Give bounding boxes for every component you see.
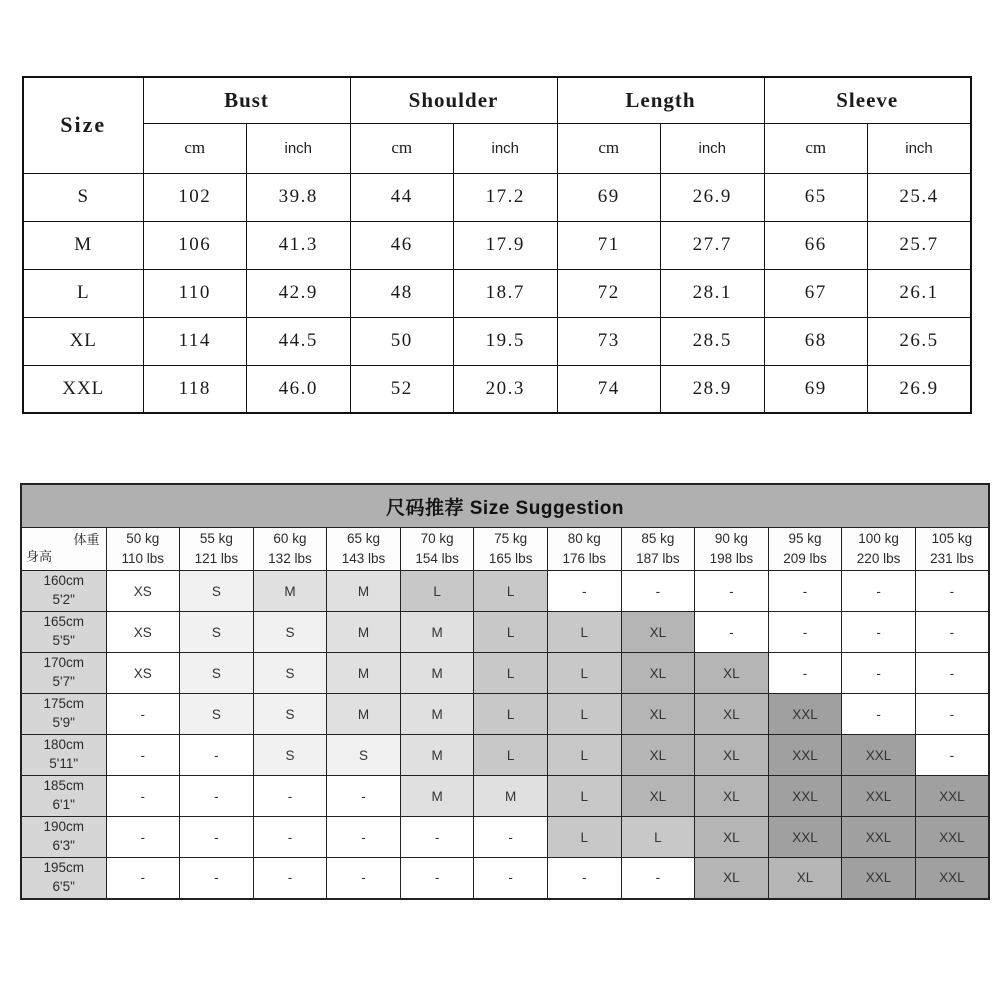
weight-lbs-label: 132 lbs	[268, 551, 312, 566]
size-suggestion-cell: XXL	[768, 776, 842, 817]
weight-lbs-label: 198 lbs	[709, 551, 754, 566]
size-suggestion-cell: XL	[695, 694, 769, 735]
size-label: M	[23, 221, 143, 269]
size-suggestion-cell: -	[106, 694, 180, 735]
height-ft-label: 5'11"	[49, 756, 79, 771]
size-suggestion-cell: L	[474, 653, 548, 694]
weight-kg-label: 50 kg	[126, 531, 160, 547]
size-suggestion-cell: -	[547, 858, 621, 899]
size-suggestion-cell: -	[106, 817, 180, 858]
size-suggestion-cell: -	[253, 817, 327, 858]
weight-kg-label: 75 kg	[494, 531, 528, 547]
measurement-value: 18.7	[454, 269, 558, 317]
height-row-header	[21, 694, 106, 735]
weight-lbs-label: 110 lbs	[121, 551, 165, 566]
weight-column-header	[695, 528, 769, 571]
measurement-value: 20.3	[454, 365, 558, 413]
suggestion-row	[21, 653, 989, 694]
measurement-value: 68	[764, 317, 868, 365]
size-suggestion-cell: L	[621, 817, 695, 858]
weight-column-header	[842, 528, 916, 571]
size-label: XL	[23, 317, 143, 365]
measurement-value: 28.1	[661, 269, 765, 317]
measurement-value: 42.9	[247, 269, 351, 317]
measurement-value: 27.7	[661, 221, 765, 269]
corner-height-label: 身高	[26, 549, 53, 565]
size-suggestion-cell: M	[400, 612, 474, 653]
measurement-group-row	[23, 77, 971, 123]
unit-header-cm: cm	[350, 123, 454, 173]
size-column-header: Size	[23, 77, 143, 173]
weight-kg-label: 80 kg	[567, 531, 601, 547]
size-suggestion-table	[20, 483, 990, 900]
measurement-value: 65	[764, 173, 868, 221]
weight-kg-label: 85 kg	[641, 531, 675, 547]
size-suggestion-cell: L	[474, 735, 548, 776]
measurement-value: 66	[764, 221, 868, 269]
height-row-header	[21, 612, 106, 653]
measurement-value: 102	[143, 173, 247, 221]
weight-column-header	[106, 528, 180, 571]
size-suggestion-cell: XXL	[915, 776, 989, 817]
size-suggestion-cell: M	[400, 735, 474, 776]
size-suggestion-cell: S	[180, 653, 254, 694]
measurement-value: 28.9	[661, 365, 765, 413]
suggestion-table-body	[21, 571, 989, 899]
size-suggestion-cell: L	[547, 653, 621, 694]
measurement-value: 52	[350, 365, 454, 413]
size-suggestion-cell: -	[915, 612, 989, 653]
size-suggestion-cell: XL	[621, 735, 695, 776]
size-suggestion-cell: -	[327, 858, 401, 899]
measurement-value: 28.5	[661, 317, 765, 365]
size-suggestion-cell: -	[106, 735, 180, 776]
height-cm-label: 160cm	[43, 573, 85, 589]
size-suggestion-cell: L	[547, 612, 621, 653]
size-suggestion-cell: -	[547, 571, 621, 612]
weight-lbs-label: 154 lbs	[415, 551, 459, 566]
size-suggestion-cell: L	[474, 694, 548, 735]
weight-kg-label: 70 kg	[420, 531, 454, 547]
weight-kg-label: 90 kg	[714, 531, 748, 547]
size-suggestion-cell: -	[915, 694, 989, 735]
height-cm-label: 180cm	[43, 737, 85, 753]
group-header-sleeve: Sleeve	[764, 77, 971, 123]
height-cm-label: 185cm	[43, 778, 85, 794]
size-suggestion-cell: -	[253, 858, 327, 899]
size-suggestion-cell: XL	[621, 653, 695, 694]
weight-kg-label: 105 kg	[931, 531, 973, 547]
height-cm-label: 170cm	[43, 655, 85, 671]
height-row-header	[21, 858, 106, 899]
measurement-value: 118	[143, 365, 247, 413]
measurement-value: 46.0	[247, 365, 351, 413]
measurement-row	[23, 269, 971, 317]
suggestion-row	[21, 694, 989, 735]
measurement-row	[23, 173, 971, 221]
size-suggestion-cell: -	[915, 571, 989, 612]
size-suggestion-cell: XXL	[915, 817, 989, 858]
size-suggestion-cell: -	[400, 858, 474, 899]
weight-lbs-label: 209 lbs	[783, 551, 827, 566]
size-suggestion-cell: -	[842, 653, 916, 694]
height-cm-label: 190cm	[43, 819, 85, 835]
size-suggestion-cell: XXL	[842, 858, 916, 899]
unit-header-inch: inch	[454, 123, 558, 173]
unit-header-inch: inch	[868, 123, 972, 173]
weight-kg-label: 100 kg	[858, 531, 899, 547]
unit-header-cm: cm	[764, 123, 868, 173]
weight-lbs-label: 187 lbs	[636, 551, 680, 566]
weight-column-header	[474, 528, 548, 571]
measurement-value: 69	[764, 365, 868, 413]
height-ft-label: 5'7"	[52, 674, 75, 689]
size-suggestion-cell: M	[400, 653, 474, 694]
measurement-value: 17.2	[454, 173, 558, 221]
group-header-bust: Bust	[143, 77, 350, 123]
weight-column-header	[621, 528, 695, 571]
measurement-value: 46	[350, 221, 454, 269]
measurement-value: 72	[557, 269, 661, 317]
size-suggestion-cell: -	[400, 817, 474, 858]
weight-lbs-label: 143 lbs	[341, 551, 386, 566]
size-suggestion-cell: L	[400, 571, 474, 612]
size-label: S	[23, 173, 143, 221]
suggestion-row	[21, 858, 989, 899]
weight-lbs-label: 121 lbs	[194, 551, 239, 566]
measurement-value: 19.5	[454, 317, 558, 365]
unit-header-cm: cm	[557, 123, 661, 173]
size-label: XXL	[23, 365, 143, 413]
measurement-value: 114	[143, 317, 247, 365]
measurement-value: 39.8	[247, 173, 351, 221]
measurement-value: 26.1	[868, 269, 972, 317]
size-suggestion-cell: -	[327, 817, 401, 858]
size-suggestion-cell: -	[106, 776, 180, 817]
size-suggestion-cell: M	[474, 776, 548, 817]
size-suggestion-cell: S	[180, 571, 254, 612]
size-suggestion-cell: M	[327, 612, 401, 653]
size-suggestion-cell: -	[768, 653, 842, 694]
size-suggestion-cell: -	[180, 858, 254, 899]
size-suggestion-cell: -	[106, 858, 180, 899]
weight-kg-label: 95 kg	[788, 531, 822, 547]
measurement-value: 110	[143, 269, 247, 317]
height-row-header	[21, 653, 106, 694]
measurement-value: 25.4	[868, 173, 972, 221]
size-suggestion-cell: XXL	[842, 735, 916, 776]
height-ft-label: 6'3"	[52, 838, 75, 853]
size-suggestion-cell: S	[253, 735, 327, 776]
size-suggestion-cell: XXL	[915, 858, 989, 899]
size-suggestion-cell: -	[695, 571, 769, 612]
size-suggestion-cell: L	[474, 612, 548, 653]
size-suggestion-cell: -	[768, 612, 842, 653]
size-suggestion-cell: XXL	[768, 694, 842, 735]
unit-header-cm: cm	[143, 123, 247, 173]
measurement-value: 44.5	[247, 317, 351, 365]
unit-header-inch: inch	[247, 123, 351, 173]
size-suggestion-cell: XS	[106, 653, 180, 694]
measurement-value: 26.9	[661, 173, 765, 221]
size-suggestion-cell: -	[915, 653, 989, 694]
weight-kg-label: 65 kg	[347, 531, 381, 547]
group-header-shoulder: Shoulder	[350, 77, 557, 123]
size-suggestion-cell: XXL	[842, 776, 916, 817]
size-suggestion-cell: -	[915, 735, 989, 776]
size-suggestion-cell: -	[842, 694, 916, 735]
size-suggestion-cell: M	[253, 571, 327, 612]
measurement-value: 50	[350, 317, 454, 365]
measurement-value: 67	[764, 269, 868, 317]
measurement-value: 26.5	[868, 317, 972, 365]
measurement-unit-row	[23, 123, 971, 173]
weight-lbs-label: 231 lbs	[930, 551, 974, 566]
height-row-header	[21, 735, 106, 776]
size-suggestion-cell: M	[327, 653, 401, 694]
suggestion-row	[21, 571, 989, 612]
size-suggestion-cell: -	[621, 858, 695, 899]
height-cm-label: 195cm	[43, 859, 85, 875]
height-ft-label: 5'2"	[52, 592, 75, 607]
height-cm-label: 175cm	[43, 696, 85, 712]
measurement-row	[23, 365, 971, 413]
suggestion-table-head	[21, 484, 989, 571]
size-label: L	[23, 269, 143, 317]
weight-lbs-label: 176 lbs	[562, 551, 607, 566]
size-suggestion-cell: -	[695, 612, 769, 653]
size-suggestion-cell: -	[842, 571, 916, 612]
size-suggestion-cell: L	[547, 776, 621, 817]
size-suggestion-cell: -	[327, 776, 401, 817]
measurement-value: 44	[350, 173, 454, 221]
size-suggestion-cell: -	[842, 612, 916, 653]
size-suggestion-cell: L	[547, 817, 621, 858]
height-ft-label: 6'5"	[52, 878, 75, 894]
size-suggestion-cell: XS	[106, 571, 180, 612]
suggestion-row	[21, 776, 989, 817]
weight-column-header	[327, 528, 401, 571]
size-suggestion-cell: S	[253, 653, 327, 694]
measurement-table-head	[23, 77, 971, 173]
size-suggestion-cell: XL	[768, 858, 842, 899]
size-suggestion-cell: -	[180, 776, 254, 817]
weight-column-header	[547, 528, 621, 571]
measurement-value: 25.7	[868, 221, 972, 269]
measurement-table-body	[23, 173, 971, 413]
size-suggestion-cell: -	[621, 571, 695, 612]
weight-column-header	[915, 528, 989, 571]
measurement-value: 71	[557, 221, 661, 269]
suggestion-row	[21, 612, 989, 653]
height-ft-label: 6'1"	[52, 797, 75, 812]
measurement-row	[23, 221, 971, 269]
size-suggestion-cell: -	[180, 817, 254, 858]
size-suggestion-cell: XL	[621, 694, 695, 735]
size-suggestion-cell: S	[253, 694, 327, 735]
size-suggestion-cell: -	[768, 571, 842, 612]
weight-lbs-label: 220 lbs	[856, 551, 901, 566]
size-suggestion-cell: M	[327, 571, 401, 612]
size-suggestion-cell: M	[327, 694, 401, 735]
measurement-value: 106	[143, 221, 247, 269]
suggestion-row	[21, 735, 989, 776]
size-suggestion-cell: -	[180, 735, 254, 776]
size-suggestion-cell: XL	[621, 776, 695, 817]
weight-lbs-label: 165 lbs	[488, 551, 533, 566]
size-suggestion-cell: XL	[695, 653, 769, 694]
size-suggestion-cell: S	[180, 612, 254, 653]
measurement-table	[22, 76, 972, 414]
weight-column-header	[180, 528, 254, 571]
weight-kg-label: 60 kg	[273, 531, 307, 547]
size-suggestion-cell: XL	[695, 735, 769, 776]
size-suggestion-cell: S	[327, 735, 401, 776]
measurement-row	[23, 317, 971, 365]
size-suggestion-cell: -	[253, 776, 327, 817]
size-suggestion-cell: XL	[695, 817, 769, 858]
size-suggestion-cell: S	[180, 694, 254, 735]
size-suggestion-cell: XL	[695, 858, 769, 899]
size-suggestion-cell: XXL	[768, 735, 842, 776]
size-suggestion-cell: XXL	[768, 817, 842, 858]
size-suggestion-cell: -	[474, 817, 548, 858]
corner-weight-label: 体重	[73, 532, 100, 547]
weight-column-header	[400, 528, 474, 571]
size-suggestion-cell: L	[547, 694, 621, 735]
height-ft-label: 5'5"	[52, 633, 75, 648]
height-ft-label: 5'9"	[52, 715, 75, 730]
measurement-value: 69	[557, 173, 661, 221]
weight-column-header	[253, 528, 327, 571]
size-suggestion-cell: M	[400, 694, 474, 735]
measurement-value: 74	[557, 365, 661, 413]
size-suggestion-cell: XL	[621, 612, 695, 653]
suggestion-title: 尺码推荐 Size Suggestion	[21, 484, 989, 528]
weight-kg-label: 55 kg	[199, 531, 233, 547]
size-suggestion-cell: L	[474, 571, 548, 612]
suggestion-title-row	[21, 484, 989, 528]
weight-column-header	[768, 528, 842, 571]
group-header-length: Length	[557, 77, 764, 123]
size-suggestion-cell: M	[400, 776, 474, 817]
weight-height-corner-cell	[21, 528, 106, 571]
size-suggestion-cell: XXL	[842, 817, 916, 858]
size-suggestion-cell: -	[474, 858, 548, 899]
unit-header-inch: inch	[661, 123, 765, 173]
measurement-value: 73	[557, 317, 661, 365]
size-suggestion-cell: XS	[106, 612, 180, 653]
height-row-header	[21, 776, 106, 817]
suggestion-row	[21, 817, 989, 858]
measurement-value: 48	[350, 269, 454, 317]
measurement-value: 26.9	[868, 365, 972, 413]
measurement-value: 17.9	[454, 221, 558, 269]
height-row-header	[21, 817, 106, 858]
measurement-value: 41.3	[247, 221, 351, 269]
height-cm-label: 165cm	[43, 614, 85, 630]
size-suggestion-cell: S	[253, 612, 327, 653]
size-suggestion-cell: XL	[695, 776, 769, 817]
height-row-header	[21, 571, 106, 612]
size-suggestion-cell: L	[547, 735, 621, 776]
suggestion-header-row	[21, 528, 989, 571]
